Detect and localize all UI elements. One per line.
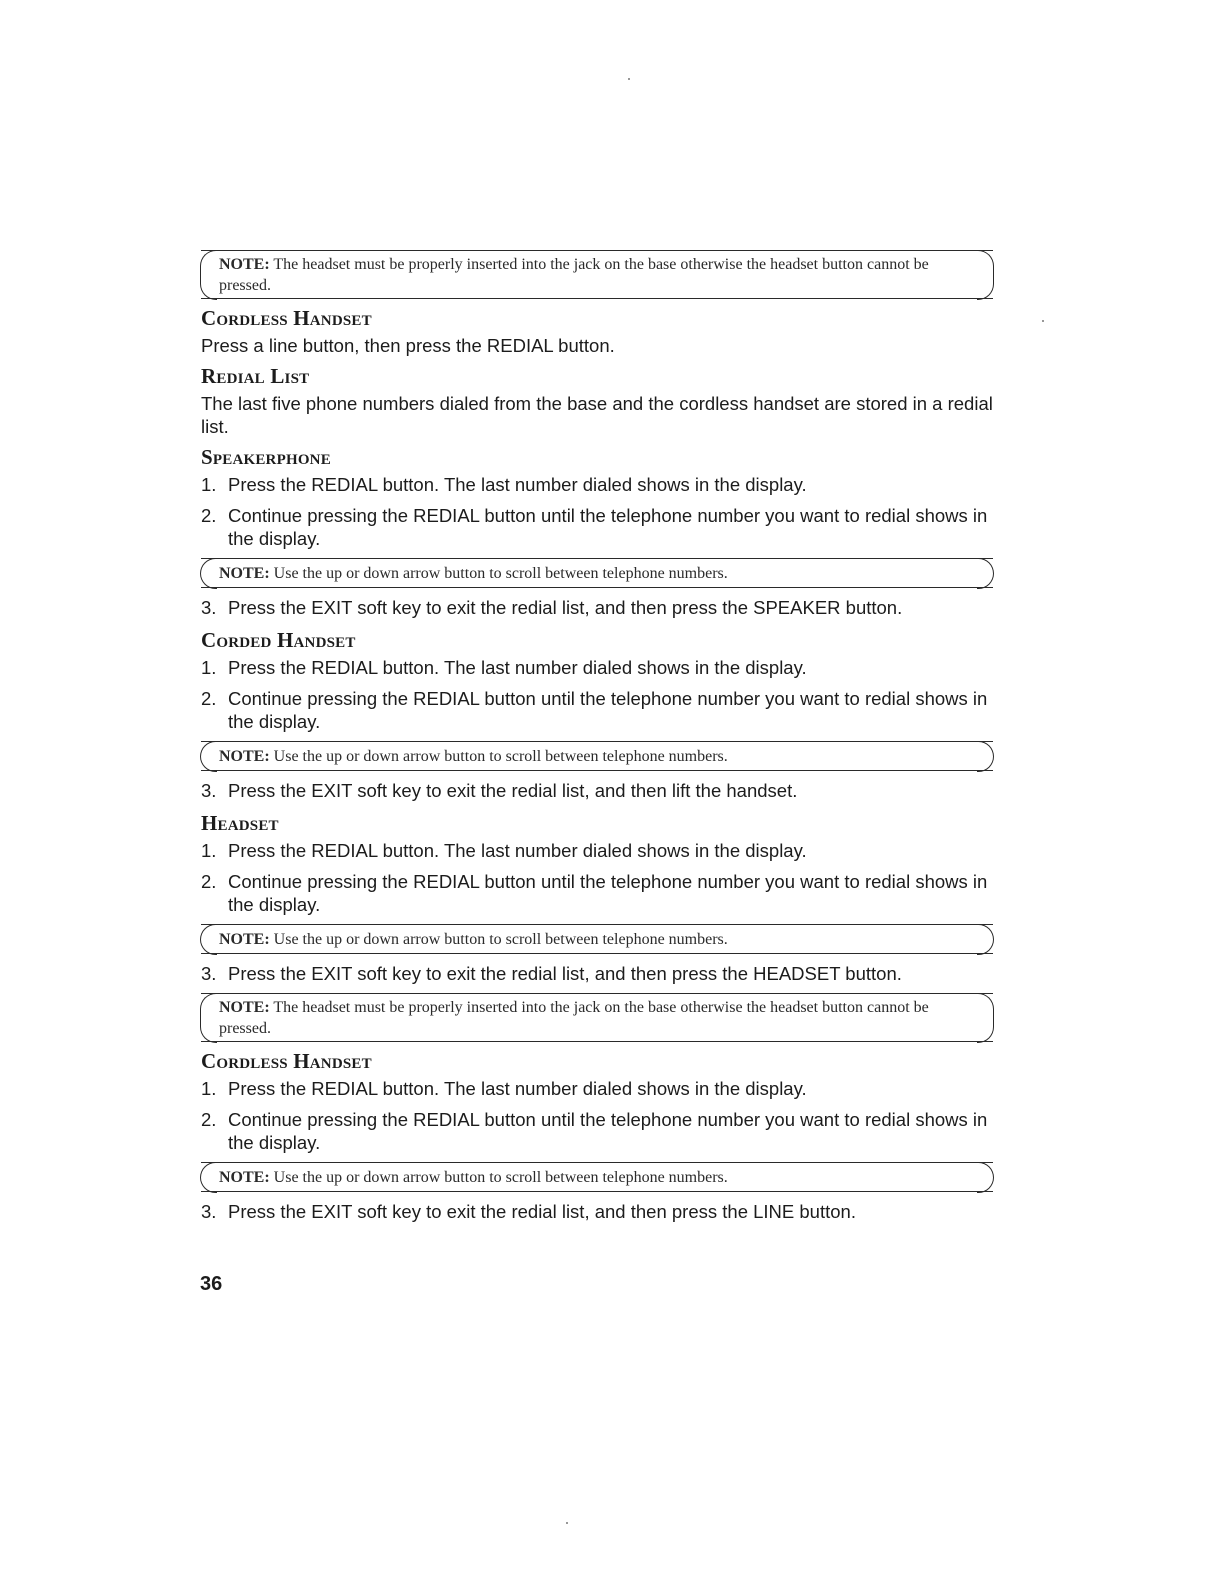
section-heading-corded-handset: Corded Handset: [201, 628, 356, 652]
section-heading-speakerphone: Speakerphone: [201, 445, 331, 469]
note-label: NOTE:: [219, 256, 270, 273]
step-text: Press the EXIT soft key to exit the redial list, and then lift the handset.: [228, 780, 798, 801]
section-heading-redial-list: Redial List: [201, 364, 310, 388]
step-number: 2.: [201, 688, 217, 709]
page-number: 36: [200, 1273, 223, 1295]
step-number: 2.: [201, 871, 217, 892]
step-text: Press the EXIT soft key to exit the redial list, and then press the HEADSET button.: [228, 963, 902, 984]
step-text: Press the EXIT soft key to exit the redial list, and then press the SPEAKER button.: [228, 597, 903, 618]
section-heading-headset: Headset: [201, 811, 279, 835]
step-number: 3.: [201, 780, 217, 801]
step-number: 3.: [201, 963, 217, 984]
step-text: Continue pressing the REDIAL button until the telephone number you want to redial shows in the display.: [228, 1109, 988, 1153]
step-text: Press the REDIAL button. The last number dialed shows in the display.: [228, 474, 807, 495]
section-heading-cordless-handset-2: Cordless Handset: [201, 1049, 372, 1073]
note-box: [201, 993, 993, 1042]
list-item: [201, 839, 993, 862]
page-content: [201, 250, 993, 1231]
note-text: Use the up or down arrow button to scroll between telephone numbers.: [273, 931, 728, 948]
note-text: Use the up or down arrow button to scroll between telephone numbers.: [273, 748, 728, 765]
note-text: Use the up or down arrow button to scroll between telephone numbers.: [273, 565, 728, 582]
list-item: [201, 687, 993, 733]
scan-speck: [1042, 320, 1044, 322]
list-item: [201, 870, 993, 916]
list-item: [201, 656, 993, 679]
redial-list-description: The last five phone numbers dialed from the base and the cordless handset are stored in a redial list.: [201, 393, 993, 437]
step-number: 1.: [201, 840, 217, 861]
step-text: Continue pressing the REDIAL button until the telephone number you want to redial shows in the display.: [228, 688, 988, 732]
note-box: [201, 741, 993, 771]
list-item: [201, 1108, 993, 1154]
step-number: 3.: [201, 1201, 217, 1222]
note-label: NOTE:: [219, 748, 270, 765]
list-item: [201, 473, 993, 496]
step-text: Press the REDIAL button. The last number dialed shows in the display.: [228, 1078, 807, 1099]
step-number: 2.: [201, 505, 217, 526]
list-item: [201, 1077, 993, 1100]
note-box: [201, 924, 993, 954]
step-text: Continue pressing the REDIAL button until the telephone number you want to redial shows in the display.: [228, 871, 988, 915]
step-number: 2.: [201, 1109, 217, 1130]
step-number: 1.: [201, 474, 217, 495]
cordless-handset-instruction: Press a line button, then press the REDIAL button.: [201, 335, 615, 356]
note-text: The headset must be properly inserted into the jack on the base otherwise the headset button cannot be pressed.: [219, 999, 929, 1037]
note-label: NOTE:: [219, 1169, 270, 1186]
note-label: NOTE:: [219, 999, 270, 1016]
step-text: Continue pressing the REDIAL button until the telephone number you want to redial shows in the display.: [228, 505, 988, 549]
scan-speck: [566, 1522, 568, 1524]
note-label: NOTE:: [219, 565, 270, 582]
note-box: [201, 1162, 993, 1192]
step-number: 3.: [201, 597, 217, 618]
step-text: Press the REDIAL button. The last number dialed shows in the display.: [228, 840, 807, 861]
section-heading-cordless-handset: Cordless Handset: [201, 306, 372, 330]
step-number: 1.: [201, 1078, 217, 1099]
step-text: Press the EXIT soft key to exit the redial list, and then press the LINE button.: [228, 1201, 856, 1222]
list-item: [201, 596, 993, 619]
step-number: 1.: [201, 657, 217, 678]
list-item: [201, 779, 993, 802]
note-text: The headset must be properly inserted into the jack on the base otherwise the headset button cannot be pressed.: [219, 256, 929, 294]
note-text: Use the up or down arrow button to scroll between telephone numbers.: [273, 1169, 728, 1186]
scan-speck: [628, 78, 630, 80]
note-box: [201, 558, 993, 588]
note-box: [201, 250, 993, 299]
list-item: [201, 1200, 993, 1223]
list-item: [201, 504, 993, 550]
list-item: [201, 962, 993, 985]
step-text: Press the REDIAL button. The last number dialed shows in the display.: [228, 657, 807, 678]
note-label: NOTE:: [219, 931, 270, 948]
